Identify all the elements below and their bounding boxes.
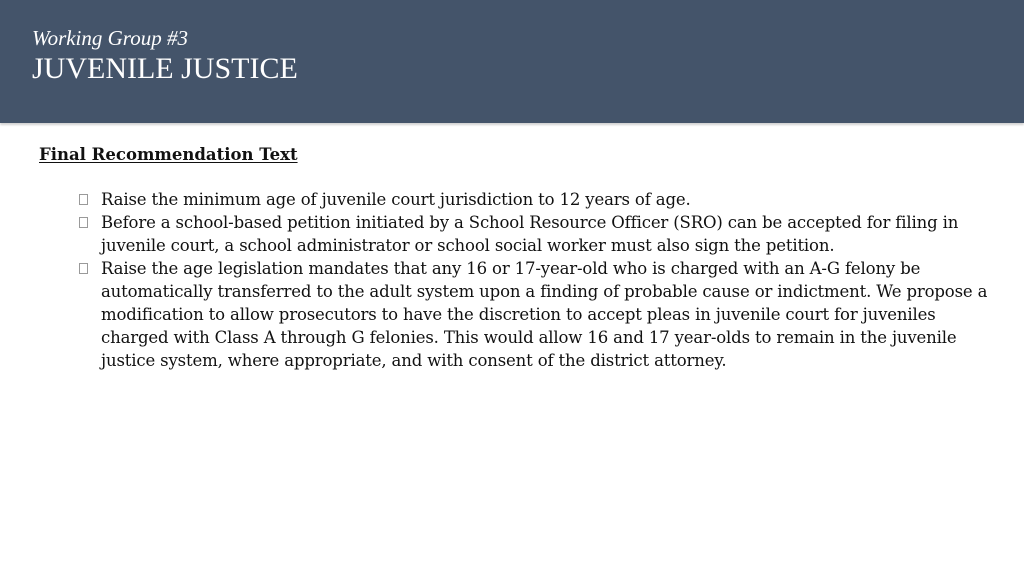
working-group-subtitle: Working Group #3 (32, 26, 188, 50)
recommendation-text-1: Raise the minimum age of juvenile court jurisdiction to 12 years of age. (101, 190, 691, 209)
recommendation-text-2: Before a school-based petition initiated by a School Resource Officer (SRO) can be accepted for filing in juvenile court, a school administrator or school social worker must also sign the petition. (101, 213, 959, 255)
recommendation-text-3: Raise the age legislation mandates that any 16 or 17-year-old who is charged with an A-G felony be automatically transferred to the adult system upon a finding of probable cause or indictment. We propose a modification to allow prosecutors to have the discretion to accept pleas in juvenile court for juveniles charged with Class A through G felonies. This would allow 16 and 17 year-olds to remain in the juvenile justice system, where appropriate, and with consent of the district attorney. (101, 259, 988, 370)
section-heading: Final Recommendation Text (39, 145, 298, 164)
recommendation-item-1 (75, 188, 995, 211)
recommendation-list (75, 188, 995, 372)
slide-title: JUVENILE JUSTICE (32, 52, 298, 85)
bullet-box-icon (79, 194, 88, 205)
recommendation-item-2 (75, 211, 995, 257)
bullet-box-icon (79, 263, 88, 274)
recommendation-item-3 (75, 257, 995, 372)
bullet-box-icon (79, 217, 88, 228)
title-banner (0, 0, 1024, 123)
